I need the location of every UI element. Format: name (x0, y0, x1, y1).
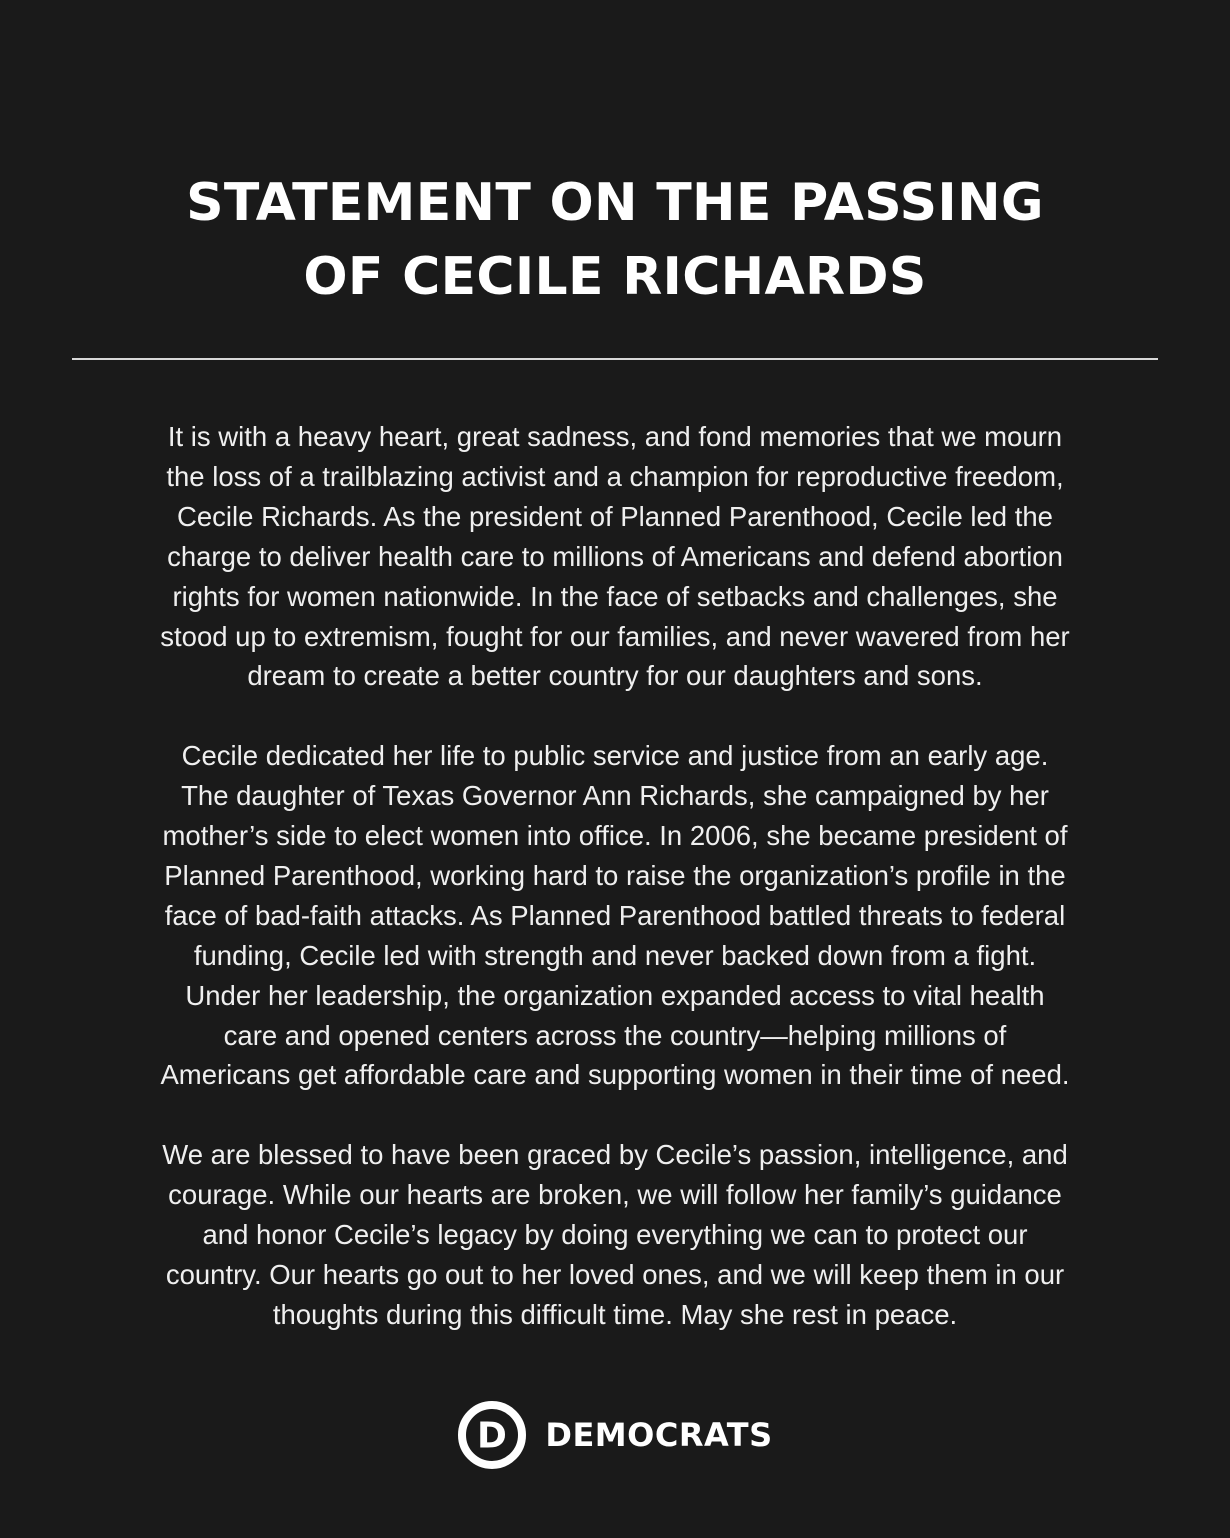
statement-body (90, 417, 1140, 1375)
body-line: It is with a heavy heart, great sadness, and fond memories that we mourn (167, 421, 1063, 452)
body-line: care and opened centers across the country—helping millions of (223, 1019, 1007, 1051)
body-line: Under her leadership, the organization expanded access to vital health (185, 979, 1045, 1011)
title-divider (72, 358, 1158, 360)
body-line: funding, Cecile led with strength and never backed down from a fight. (193, 939, 1037, 971)
statement-title (0, 166, 1230, 314)
body-line: Planned Parenthood, working hard to raise the organization’s profile in the (164, 859, 1066, 891)
body-line: and honor Cecile’s legacy by doing everything we can to protect our (202, 1219, 1028, 1251)
paragraph-2 (90, 736, 1140, 1095)
body-line: country. Our hearts go out to her loved ones, and we will keep them in our (165, 1259, 1065, 1290)
body-line: Cecile dedicated her life to public service and justice from an early age. (181, 740, 1049, 772)
body-line: Cecile Richards. As the president of Planned Parenthood, Cecile led the (177, 500, 1053, 532)
body-line: courage. While our hearts are broken, we will follow her family’s guidance (168, 1179, 1062, 1211)
logo-wordmark: DEMOCRATS (545, 1416, 773, 1454)
body-line: charge to deliver health care to millions of Americans and defend abortion (167, 540, 1063, 572)
body-line: The daughter of Texas Governor Ann Richards, she campaigned by her (181, 780, 1049, 812)
democrats-d-logo-icon (457, 1400, 527, 1470)
title-line: STATEMENT ON THE PASSING (186, 173, 1044, 233)
paragraph-3 (90, 1135, 1140, 1335)
body-line: thoughts during this difficult time. May she rest in peace. (272, 1298, 958, 1330)
body-line: dream to create a better country for our daughters and sons. (247, 660, 983, 692)
title-line: OF CECILE RICHARDS (303, 247, 927, 307)
body-line: mother’s side to elect women into office. In 2006, she became president of (162, 820, 1068, 852)
body-line: We are blessed to have been graced by Cecile’s passion, intelligence, and (162, 1139, 1068, 1171)
democrats-logo (0, 1400, 1230, 1470)
body-line: stood up to extremism, fought for our families, and never wavered from her (160, 620, 1070, 652)
logo-mark-letter: D (477, 1415, 508, 1457)
body-line: face of bad-faith attacks. As Planned Parenthood battled threats to federal (164, 899, 1066, 931)
body-line: Americans get affordable care and supporting women in their time of need. (160, 1059, 1070, 1091)
body-line: rights for women nationwide. In the face of setbacks and challenges, she (172, 580, 1058, 612)
body-line: the loss of a trailblazing activist and a champion for reproductive freedom, (166, 460, 1064, 492)
paragraph-1 (90, 417, 1140, 696)
